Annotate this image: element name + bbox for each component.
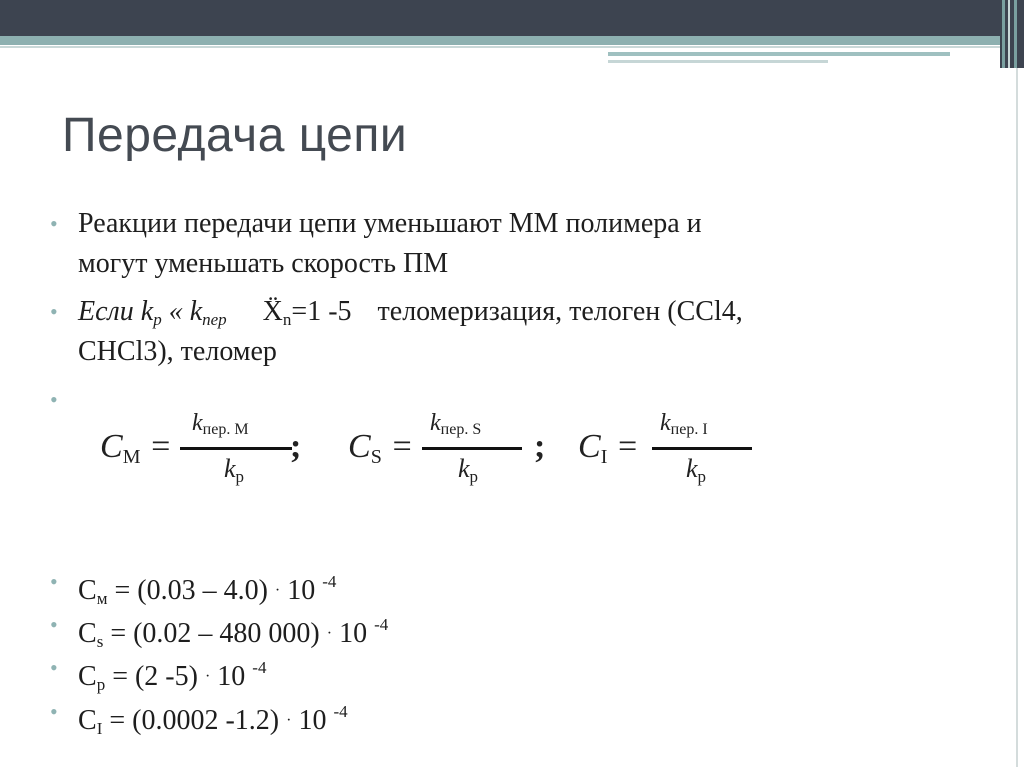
constant-text: $C_I = (0.0002$ -1.2) · 10 $^{-4}$ [78,702,348,738]
slide-title: Передача цепи [62,109,408,162]
bullet-marker: • [50,387,58,412]
bullet-marker: • [50,612,58,637]
header-rule [0,46,1000,48]
formula-cs: $C_S$ = $k_{пер. S}$ $k_p$ ; [348,410,546,486]
bullet-marker: • [50,211,58,236]
constant-text: $C_м = (0.03 - 4.0) \cdot 10$ $^{-4}$ [78,572,337,608]
corner-strip-line [1008,0,1010,68]
bullet-marker: • [50,655,58,680]
corner-strip-line [1014,0,1017,68]
bullet-text: CHCl3), теломер [78,336,277,367]
bullet-marker: • [50,699,58,724]
header-accent-stripe [0,36,1024,45]
bullet-marker: • [50,299,58,324]
chain-transfer-constants-formula [100,402,780,492]
constant-text: $C_p = (2$ -5) · 10 $^{-4}$ [78,658,267,694]
bullet-text: Если $k_p$ « $k_{пер}$ Ẍ$_n$=1 -5 теломеризация, телоген (CCl4, [78,296,743,329]
constant-text: $C_s = (0.02 - 480$ 000) · 10 $^{-4}$ [78,615,389,651]
corner-strip-line [1002,0,1005,68]
formula-cm: $C_M$ = $k_{пер. M}$ $k_p$ ; [100,410,302,486]
header-rule-shorter [608,60,828,63]
header-rule-short [608,52,950,56]
bullet-text: могут уменьшать скорость ПМ [78,248,449,279]
header-band [0,0,1024,36]
formula-ci: $C_I$ = $k_{пер. I}$ $k_p$ [578,402,778,492]
bullet-text: Реакции передачи цепи уменьшают ММ полимера и [78,208,702,239]
bullet-marker: • [50,569,58,594]
right-margin-rule [1016,68,1018,767]
